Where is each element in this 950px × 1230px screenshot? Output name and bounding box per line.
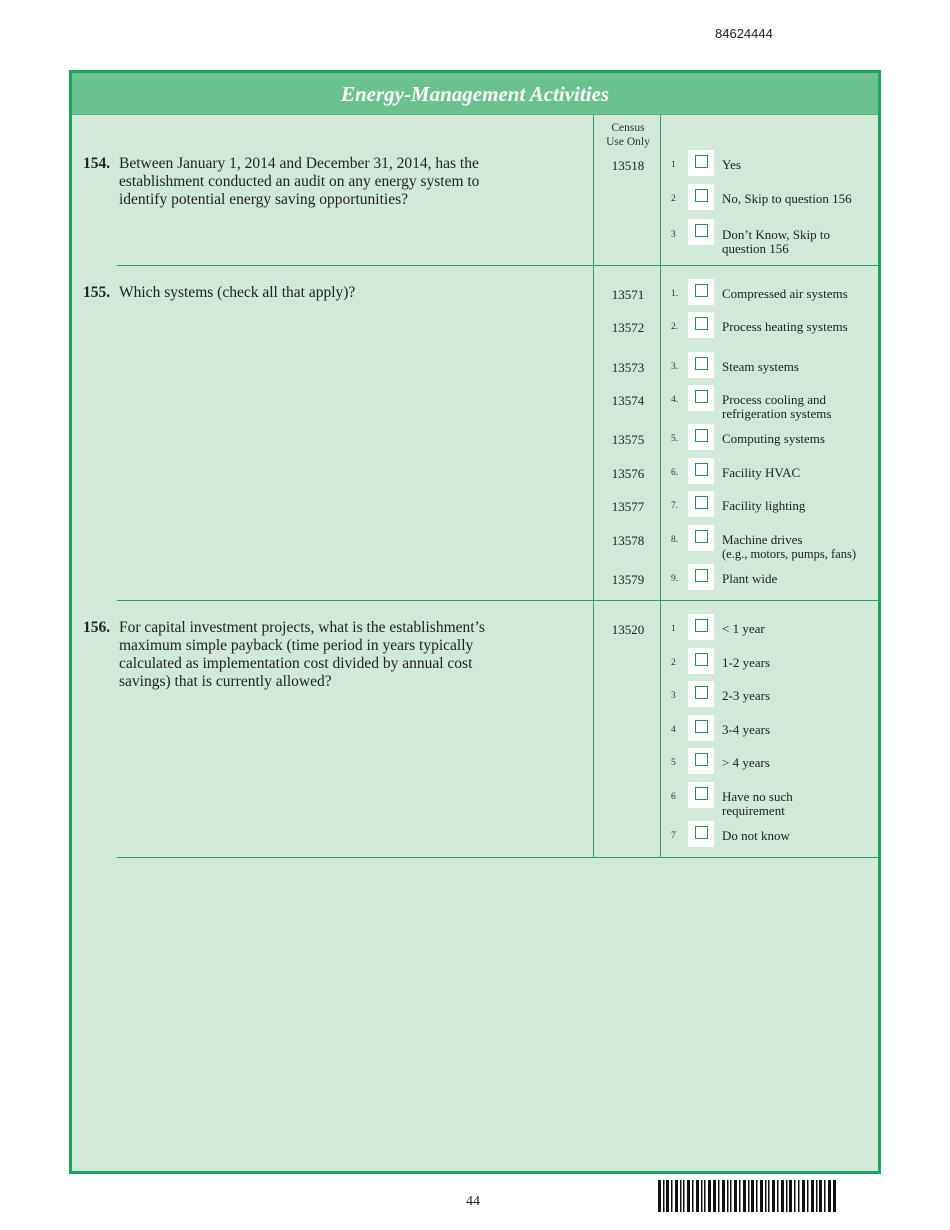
- option-label: [722, 656, 882, 670]
- option-label-line: Process heating systems: [722, 319, 848, 334]
- checkbox-square: [695, 826, 708, 839]
- option-label-line: Machine drives: [722, 532, 803, 547]
- option-label: [722, 466, 882, 480]
- barcode: [658, 1180, 838, 1212]
- question-text-line: calculated as implementation cost divided by annual cost: [119, 655, 473, 672]
- option-label: [722, 192, 882, 206]
- steam-systems-checkbox[interactable]: [688, 352, 714, 378]
- census-code: 13571: [611, 287, 645, 302]
- question-text-line: For capital investment projects, what is the establishment’s: [119, 619, 485, 636]
- form-id-number: 84624444: [715, 26, 773, 41]
- option-label-line: 1-2 years: [722, 655, 771, 670]
- compressed-air-checkbox[interactable]: [688, 279, 714, 305]
- option-label-line: Have no such: [722, 789, 793, 804]
- no-such-requirement-checkbox[interactable]: [688, 782, 714, 808]
- question-156-number: 156.: [83, 619, 111, 636]
- option-label-line: Compressed air systems: [722, 286, 848, 301]
- checkbox-square: [695, 155, 708, 168]
- option-label: [722, 829, 882, 843]
- option-number: 4.: [671, 395, 679, 405]
- process-heating-checkbox[interactable]: [688, 312, 714, 338]
- option-label: [722, 533, 880, 561]
- energy-management-panel: [69, 70, 881, 1174]
- option-number: 5.: [671, 434, 679, 444]
- question-155-text: [119, 284, 531, 302]
- less-than-1-year-checkbox[interactable]: [688, 614, 714, 640]
- option-label-line: < 1 year: [722, 621, 765, 636]
- question-divider: [117, 857, 878, 858]
- option-label-line: Do not know: [722, 828, 790, 843]
- plant-wide-checkbox[interactable]: [688, 564, 714, 590]
- option-number: 9.: [671, 574, 679, 584]
- process-cooling-checkbox[interactable]: [688, 385, 714, 411]
- census-code: 13518: [611, 158, 645, 173]
- option-number: 5: [671, 758, 676, 768]
- checkbox-square: [695, 753, 708, 766]
- checkbox-square: [695, 530, 708, 543]
- option-number: 4: [671, 725, 676, 735]
- census-use-only-header: [596, 121, 660, 149]
- yes-checkbox[interactable]: [688, 150, 714, 176]
- section-title: Energy-Management Activities: [340, 82, 610, 106]
- option-number: 6: [671, 792, 676, 802]
- option-label-line: Facility HVAC: [722, 465, 801, 480]
- checkbox-square: [695, 569, 708, 582]
- census-code: 13577: [611, 499, 645, 514]
- option-number: 6.: [671, 468, 679, 478]
- option-label-line: refrigeration systems: [722, 406, 832, 421]
- option-number: 2: [671, 658, 676, 668]
- question-text-line: establishment conducted an audit on any energy system to: [119, 173, 480, 190]
- option-number: 7: [671, 831, 676, 841]
- option-label: [722, 622, 882, 636]
- question-155-number: 155.: [83, 284, 111, 301]
- option-label: [722, 360, 882, 374]
- question-text-line: maximum simple payback (time period in years typically: [119, 637, 474, 654]
- option-number: 1: [671, 624, 676, 634]
- checkbox-square: [695, 619, 708, 632]
- option-label: [722, 572, 882, 586]
- option-number: 3: [671, 230, 676, 240]
- option-label-line: 2-3 years: [722, 688, 771, 703]
- facility-hvac-checkbox[interactable]: [688, 458, 714, 484]
- checkbox-square: [695, 686, 708, 699]
- census-code: 13579: [611, 572, 645, 587]
- checkbox-square: [695, 317, 708, 330]
- option-label: [722, 287, 882, 301]
- question-divider: [117, 600, 878, 601]
- checkbox-square: [695, 653, 708, 666]
- option-label-line: requirement: [722, 803, 785, 818]
- question-154-text: [119, 155, 531, 209]
- checkbox-square: [695, 720, 708, 733]
- option-label-line: No, Skip to question 156: [722, 191, 852, 206]
- option-label-line: Don’t Know, Skip to: [722, 227, 830, 242]
- option-label-line: (e.g., motors, pumps, fans): [722, 547, 857, 561]
- census-header-line: Use Only: [606, 136, 650, 148]
- census-code: 13573: [611, 360, 645, 375]
- option-label: [722, 756, 882, 770]
- computing-systems-checkbox[interactable]: [688, 424, 714, 450]
- machine-drives-checkbox[interactable]: [688, 525, 714, 551]
- question-text-line: Between January 1, 2014 and December 31, 2014, has the: [119, 155, 479, 172]
- page-number: 44: [466, 1194, 480, 1209]
- census-header-line: Census: [611, 122, 645, 134]
- 3-4-years-checkbox[interactable]: [688, 715, 714, 741]
- checkbox-square: [695, 787, 708, 800]
- question-156-text: [119, 619, 531, 691]
- census-code: 13578: [611, 533, 645, 548]
- option-number: 3.: [671, 362, 679, 372]
- question-divider: [117, 265, 878, 266]
- option-number: 1.: [671, 289, 679, 299]
- question-154-number: 154.: [83, 155, 111, 172]
- option-number: 3: [671, 691, 676, 701]
- option-label-line: Yes: [722, 157, 741, 172]
- checkbox-square: [695, 429, 708, 442]
- option-label: [722, 432, 882, 446]
- question-text-line: Which systems (check all that apply)?: [119, 284, 356, 301]
- option-label: [722, 393, 882, 421]
- checkbox-square: [695, 189, 708, 202]
- option-number: 2.: [671, 322, 679, 332]
- option-number: 2: [671, 194, 676, 204]
- more-than-4-years-checkbox[interactable]: [688, 748, 714, 774]
- checkbox-square: [695, 357, 708, 370]
- census-code: 13575: [611, 432, 645, 447]
- option-label: [722, 689, 882, 703]
- option-label-line: > 4 years: [722, 755, 770, 770]
- census-column-divider-right: [660, 115, 661, 858]
- option-label: [722, 158, 882, 172]
- option-label-line: question 156: [722, 241, 789, 256]
- census-code: 13572: [611, 320, 645, 335]
- option-label-line: Facility lighting: [722, 498, 806, 513]
- no-skip-checkbox[interactable]: [688, 184, 714, 210]
- checkbox-square: [695, 224, 708, 237]
- option-number: 7.: [671, 501, 679, 511]
- census-code: 13520: [611, 622, 645, 637]
- option-label: [722, 499, 882, 513]
- question-text-line: savings) that is currently allowed?: [119, 673, 332, 690]
- census-code: 13574: [611, 393, 645, 408]
- option-label: [722, 790, 882, 818]
- question-text-line: identify potential energy saving opportunities?: [119, 191, 408, 208]
- dont-know-checkbox[interactable]: [688, 219, 714, 245]
- option-label-line: 3-4 years: [722, 722, 771, 737]
- census-column-divider-left: [593, 115, 594, 858]
- checkbox-square: [695, 390, 708, 403]
- option-label-line: Process cooling and: [722, 392, 826, 407]
- option-label-line: Plant wide: [722, 571, 778, 586]
- census-code: 13576: [611, 466, 645, 481]
- checkbox-square: [695, 463, 708, 476]
- facility-lighting-checkbox[interactable]: [688, 491, 714, 517]
- section-header: [72, 73, 878, 115]
- checkbox-square: [695, 284, 708, 297]
- 1-2-years-checkbox[interactable]: [688, 648, 714, 674]
- option-label: [722, 320, 882, 334]
- 2-3-years-checkbox[interactable]: [688, 681, 714, 707]
- option-number: 1: [671, 160, 676, 170]
- option-label: [722, 723, 882, 737]
- do-not-know-checkbox[interactable]: [688, 821, 714, 847]
- option-number: 8.: [671, 535, 679, 545]
- option-label-line: Computing systems: [722, 431, 825, 446]
- option-label-line: Steam systems: [722, 359, 799, 374]
- checkbox-square: [695, 496, 708, 509]
- option-label: [722, 228, 882, 256]
